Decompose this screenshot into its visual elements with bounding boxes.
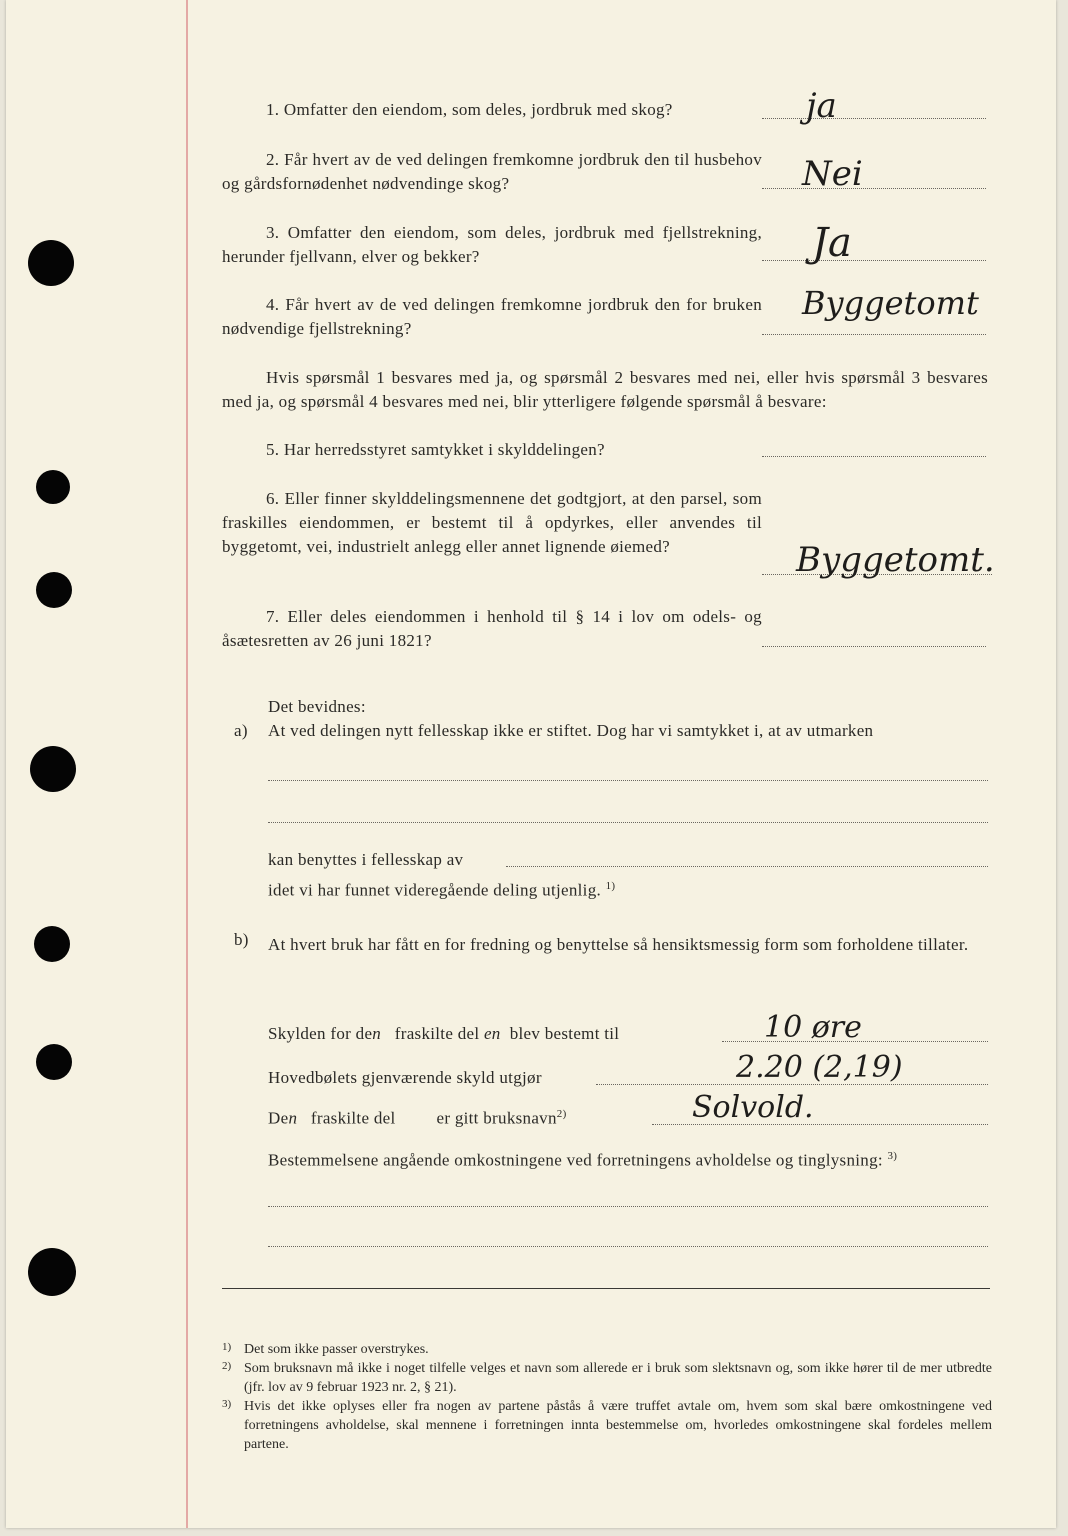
question-4: 4. Får hvert av de ved delingen fremkomne jordbruk den for bruken nødvendige fjellstrekning? — [222, 295, 762, 338]
question-7: 7. Eller deles eiendommen i henhold til § 14 i lov om odels- og åsætesretten av 26 juni 1821? — [222, 607, 762, 650]
footnote-ref-3: 3) — [887, 1150, 898, 1162]
handwritten-n: n — [372, 1024, 382, 1043]
footnote-ref-2: 2) — [556, 1108, 567, 1120]
answer-line-2[interactable] — [762, 188, 986, 189]
punch-hole — [28, 240, 74, 286]
item-b-label: b) — [234, 930, 249, 949]
item-a-text: At ved delingen nytt fellesskap ikke er stiftet. Dog har vi samtykket i, at av utmarken — [268, 721, 874, 740]
footnote-divider — [222, 1288, 990, 1289]
question-2: 2. Får hvert av de ved delingen fremkomne jordbruk den til husbehov og gårdsfornødenhet nødvendinge skog? — [222, 150, 762, 193]
hovedbol-label: Hovedbølets gjenværende skyld utgjør — [268, 1068, 542, 1087]
handwritten-en: en — [483, 1024, 501, 1043]
footnote-1: 1) Det som ikke passer overstrykes. — [222, 1341, 429, 1357]
deling-utjenlig-text: idet vi har funnet videregående deling utjenlig. $^{1)}$ — [268, 880, 616, 900]
omkostninger-line-1[interactable] — [268, 1206, 988, 1207]
answer-line-5[interactable] — [762, 456, 986, 457]
footnote-ref-1: 1) — [605, 880, 616, 892]
question-3: 3. Omfatter den eiendom, som deles, jordbruk med fjellstrekning, herunder fjellvann, elver og bekker? — [222, 223, 762, 266]
answer-line-4[interactable] — [762, 334, 986, 335]
skyld-answer-handwritten: 10 øre — [764, 1010, 862, 1045]
red-margin-line — [186, 0, 188, 1528]
conditional-intro: Hvis spørsmål 1 besvares med ja, og spørsmål 2 besvares med nei, eller hvis spørsmål 3 besvares med ja, og spørsmål 4 besvares med nei, blir ytterligere følgende spørsmål å besvare: — [222, 368, 988, 411]
punch-hole — [34, 926, 70, 962]
bevidnes-heading: Det bevidnes: — [268, 697, 366, 716]
footnote-2: 2) Som bruksnavn må ikke i noget tilfelle velges et navn som allerede er i bruk som slektsnavn og, som ikke hører til de mer utbredte (jfr. lov av 9 februar 1923 nr. 2, § 21). — [222, 1360, 992, 1395]
document-page — [6, 0, 1056, 1528]
bruksnavn-answer-handwritten: Solvold. — [692, 1090, 814, 1125]
bruksnavn-line: Den fraskilte del er gitt bruksnavn$^{2)}$ — [268, 1108, 567, 1128]
answer-3-handwritten: Ja — [812, 220, 852, 266]
utmark-line-1[interactable] — [268, 780, 988, 781]
fellesskap-line[interactable] — [506, 866, 988, 867]
answer-6-handwritten: Byggetomt. — [796, 540, 995, 580]
punch-hole — [28, 1248, 76, 1296]
punch-hole — [36, 1044, 72, 1080]
punch-hole — [36, 572, 72, 608]
skyld-line-1: Skylden for den fraskilte del en blev bestemt til — [268, 1024, 620, 1043]
question-5: 5. Har herredsstyret samtykket i skylddelingen? — [266, 440, 605, 459]
omkostninger-line: Bestemmelsene angående omkostningene ved forretningens avholdelse og tinglysning: $^{3)}$ — [268, 1150, 898, 1170]
question-6: 6. Eller finner skylddelingsmennene det godtgjort, at den parsel, som fraskilles eiendommen, er bestemt til å opdyrkes, eller anvendes til byggetomt, vei, industrielt anlegg eller annet lignende øiemed? — [222, 489, 762, 556]
answer-4-handwritten: Byggetomt — [802, 284, 979, 322]
punch-hole — [30, 746, 76, 792]
utmark-line-2[interactable] — [268, 822, 988, 823]
item-a-label: a) — [234, 721, 248, 740]
question-1: 1. Omfatter den eiendom, som deles, jordbruk med skog? — [266, 100, 673, 119]
answer-line-3[interactable] — [762, 260, 986, 261]
fellesskap-label: kan benyttes i fellesskap av — [268, 850, 464, 869]
answer-2-handwritten: Nei — [802, 154, 863, 194]
footnote-3: 3) Hvis det ikke oplyses eller fra nogen av partene påstås å være truffet avtale om, hvem som skal bære omkostningene ved forretningens avholdelse, skal mennene i forretningen innta bestemmelse om, hvorledes omkostningene skal fordeles mellem partene. — [222, 1398, 992, 1452]
handwritten-n: n — [288, 1108, 298, 1128]
hovedbol-answer-handwritten: 2.20 (2,19) — [736, 1050, 903, 1085]
item-b-text: At hvert bruk har fått en for fredning og benyttelse så hensiktsmessig form som forholdene tillater. — [268, 935, 969, 954]
punch-hole — [36, 470, 70, 504]
answer-line-7[interactable] — [762, 646, 986, 647]
omkostninger-line-2[interactable] — [268, 1246, 988, 1247]
answer-1-handwritten: ja — [806, 86, 837, 126]
answer-line-1[interactable] — [762, 118, 986, 119]
